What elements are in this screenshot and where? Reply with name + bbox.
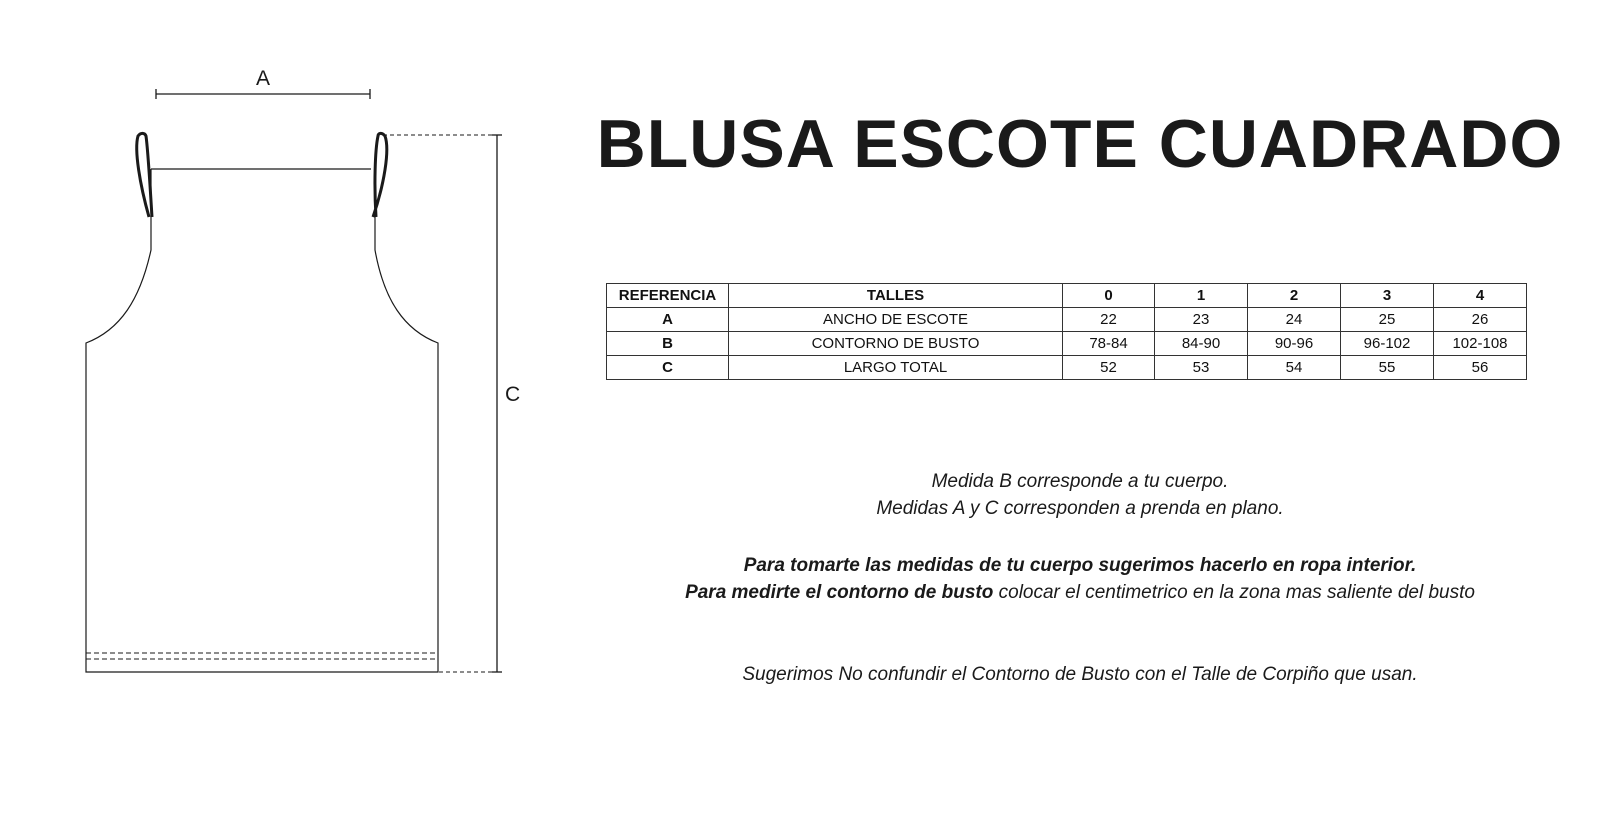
table-cell: 78-84 bbox=[1063, 332, 1155, 356]
garment-diagram bbox=[0, 0, 560, 840]
table-header-cell: TALLES bbox=[729, 284, 1063, 308]
table-cell-name: LARGO TOTAL bbox=[729, 356, 1063, 380]
table-cell: 102-108 bbox=[1434, 332, 1527, 356]
table-header-row bbox=[607, 284, 1527, 308]
note-line-3: Para tomarte las medidas de tu cuerpo sugerimos hacerlo en ropa interior. bbox=[743, 555, 1417, 576]
note-line-4: Para medirte el contorno de busto colocar el centimetrico en la zona mas saliente del busto bbox=[685, 582, 1475, 603]
table-cell: 25 bbox=[1341, 308, 1434, 332]
table-cell-name: ANCHO DE ESCOTE bbox=[729, 308, 1063, 332]
table-cell: 26 bbox=[1434, 308, 1527, 332]
table-cell: 22 bbox=[1063, 308, 1155, 332]
table-cell: 56 bbox=[1434, 356, 1527, 380]
table-cell: 96-102 bbox=[1341, 332, 1434, 356]
table-cell: 55 bbox=[1341, 356, 1434, 380]
note-line-2: Medidas A y C corresponden a prenda en plano. bbox=[876, 498, 1284, 519]
dimension-c-label: C bbox=[505, 383, 521, 406]
table-cell: 84-90 bbox=[1155, 332, 1248, 356]
notes-warning bbox=[560, 661, 1600, 688]
dimension-a-label: A bbox=[255, 67, 271, 90]
table-cell: 53 bbox=[1155, 356, 1248, 380]
table-cell: 90-96 bbox=[1248, 332, 1341, 356]
table-cell: 52 bbox=[1063, 356, 1155, 380]
table-cell: 24 bbox=[1248, 308, 1341, 332]
table-row bbox=[607, 308, 1527, 332]
table-header-cell: 3 bbox=[1341, 284, 1434, 308]
table-cell-ref: A bbox=[607, 308, 729, 332]
table-header-cell: 4 bbox=[1434, 284, 1527, 308]
table-row bbox=[607, 356, 1527, 380]
size-table bbox=[606, 283, 1527, 380]
note-line-5: Sugerimos No confundir el Contorno de Busto con el Talle de Corpiño que usan. bbox=[742, 664, 1418, 685]
table-cell-ref: B bbox=[607, 332, 729, 356]
table-cell: 23 bbox=[1155, 308, 1248, 332]
table-header-cell: 0 bbox=[1063, 284, 1155, 308]
table-row bbox=[607, 332, 1527, 356]
dimension-a bbox=[156, 67, 370, 99]
dimension-c bbox=[376, 135, 520, 672]
left-strap bbox=[137, 133, 152, 217]
page-title: BLUSA ESCOTE CUADRADO bbox=[596, 106, 1564, 182]
table-cell-name: CONTORNO DE BUSTO bbox=[729, 332, 1063, 356]
note-line-1: Medida B corresponde a tu cuerpo. bbox=[931, 471, 1229, 492]
notes-how-to-measure bbox=[560, 552, 1600, 606]
table-header-cell: 1 bbox=[1155, 284, 1248, 308]
table-cell: 54 bbox=[1248, 356, 1341, 380]
notes-measure-type bbox=[560, 468, 1600, 522]
table-header-cell: 2 bbox=[1248, 284, 1341, 308]
table-cell-ref: C bbox=[607, 356, 729, 380]
table-header-cell: REFERENCIA bbox=[607, 284, 729, 308]
body-outline bbox=[86, 169, 438, 672]
